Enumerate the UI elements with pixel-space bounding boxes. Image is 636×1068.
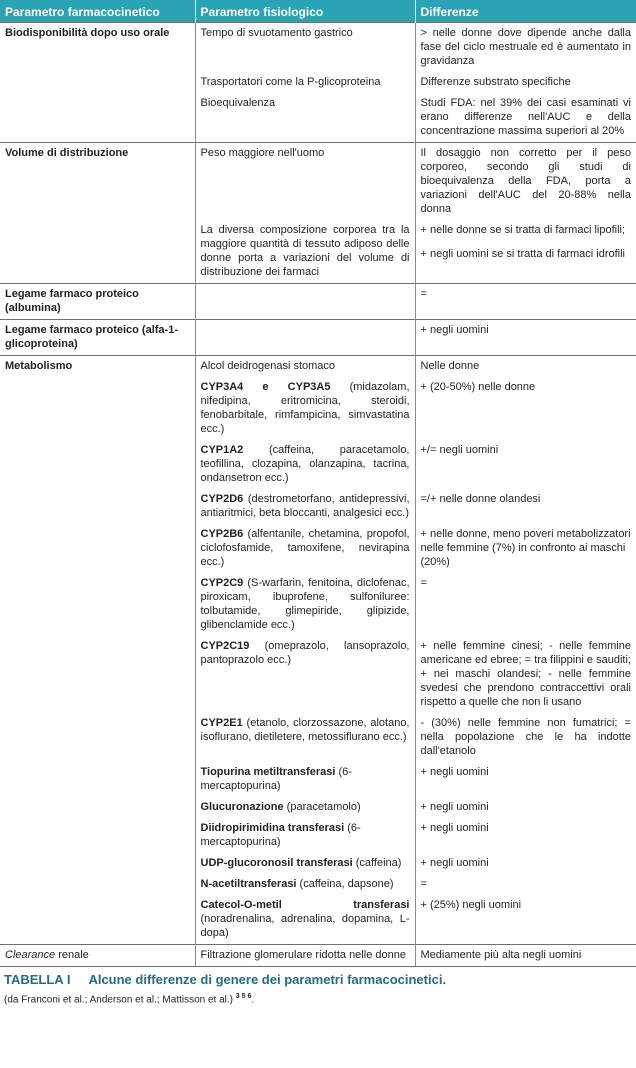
pk-parameter-cell: Volume di distribuzione [0,143,195,221]
physio-cell [195,874,415,895]
substrates: (S-warfarin, fenitoina, diclofenac, piroxicam, ibuprofene, sulfoniluree: tolbutamide, glimepiride, glipizide, glibenclamide ecc.) [200,577,410,631]
physio-cell [195,853,415,874]
difference-cell: + negli uomini [420,857,489,869]
enzyme-name: CYP2D6 [200,493,244,505]
table-row [0,72,636,93]
substrates: (omeprazolo, lansoprazolo, pantoprazolo ecc.) [200,640,410,666]
table-row [0,524,636,573]
substrates: (etanolo, clorzossazone, alotano, isoflurano, dietiletere, metossiflurano ecc.) [200,717,410,743]
difference-cell: + (25%) negli uomini [420,899,522,911]
pk-parameter-cell [0,573,195,636]
difference-cell: + negli uomini [420,822,489,834]
physio-cell: Bioequivalenza [195,93,415,143]
table-row [0,320,636,356]
pk-parameter-cell: Legame farmaco proteico (albumina) [0,284,195,320]
difference-cell: +/= negli uomini [420,444,499,456]
table-row [0,220,636,284]
enzyme-name: Diidropirimidina transferasi [200,822,345,834]
table-row [0,713,636,762]
physio-cell [195,284,415,320]
pk-parameter-cell: Metabolismo [0,356,195,378]
pk-parameter-cell: Biodisponibilità dopo uso orale [0,23,195,73]
substrates: (paracetamolo) [283,801,361,813]
difference-cell: + negli uomini [420,801,489,813]
enzyme-name: N-acetiltransferasi [200,878,297,890]
difference-cell: Studi FDA: nel 39% dei casi esaminati vi erano differenze nell'AUC e della concentrazione massima superiori al 20% [420,97,631,137]
substrates: (midazolam, nifedipina, eritromicina, steroidi, fenobarbitale, rimfampicina, simvastatina ecc.) [200,381,410,435]
header-row [0,0,636,23]
physio-cell [195,489,415,524]
header-pk-parameter: Parametro farmacocinetico [0,0,195,23]
difference-cell: = [420,577,427,589]
difference-cell: + nelle donne, meno poveri metabolizzatori nelle femmine (7%) in confronto ai maschi (20%) [420,528,631,568]
table-row [0,284,636,320]
header-differences: Differenze [415,0,636,23]
difference-text: + negli uomini se si tratta di farmaci idrofili [420,248,625,260]
table-row [0,489,636,524]
table-row [0,377,636,440]
difference-cell: + (20-50%) nelle donne [420,381,536,393]
physio-cell: Trasportatori come la P-glicoproteina [195,72,415,93]
difference-cell: = [420,878,427,890]
pk-parameter-cell [0,489,195,524]
table-row [0,93,636,143]
pk-parameter-cell [0,895,195,945]
table-row [0,853,636,874]
difference-cell: > nelle donne dove dipende anche dalla fase del ciclo mestruale ed è aumentato in gravidanza [415,23,636,73]
physio-cell: Alcol deidrogenasi stomaco [195,356,415,378]
table-row [0,356,636,378]
table-row [0,636,636,713]
pk-parameter-cell [0,945,195,967]
physio-cell: La diversa composizione corporea tra la maggiore quantità di tessuto adiposo delle donne porta a variazioni del volume di distribuzione dei farmaci [195,220,415,284]
substrates: (6-mercaptopurina) [200,822,361,848]
enzyme-name: Catecol-O-metil transferasi [200,899,410,911]
enzyme-name: CYP1A2 [200,444,244,456]
pk-parameter-cell [0,874,195,895]
difference-cell [415,220,636,284]
physio-cell [195,797,415,818]
table-row [0,895,636,945]
difference-cell: + negli uomini [420,766,489,778]
enzyme-name: CYP2B6 [200,528,244,540]
clearance-italic: Clearance [5,949,56,961]
pk-parameter-cell [0,72,195,93]
substrates: (noradrenalina, adrenalina, dopamina, L-dopa) [200,913,410,939]
pk-parameter-cell [0,377,195,440]
physio-cell [195,713,415,762]
difference-cell: - (30%) nelle femmine non fumatrici; = nella popolazione che le ha indotte dall'etanolo [420,717,631,757]
difference-cell: = [415,284,636,320]
physio-cell [195,818,415,853]
caption-ref-text: (da Franconi et al.; Anderson et al.; Mattisson et al.) [4,994,234,1006]
physio-cell [195,524,415,573]
pk-parameter-cell [0,853,195,874]
difference-cell: Mediamente più alta negli uomini [415,945,636,967]
caption-ref-end: . [251,994,255,1006]
substrates: (6-mercaptopurina) [200,766,352,792]
physio-cell [195,573,415,636]
difference-cell: Il dosaggio non corretto per il peso corporeo, secondo gli studi di bioequivalenza della FDA, porta a variazioni dell'AUC del 20-88% nella donna [415,143,636,221]
physio-cell [195,895,415,945]
difference-cell: Nelle donne [415,356,636,378]
table-row [0,818,636,853]
pk-parameter-cell [0,713,195,762]
table-row [0,23,636,73]
clearance-rest: renale [55,949,89,961]
caption-ref-sup: 3 5 6 [235,993,252,1000]
header-physiological-parameter: Parametro fisiologico [195,0,415,23]
substrates: (caffeina, dapsone) [296,878,394,890]
physio-cell: Tempo di svuotamento gastrico [195,23,415,73]
substrates: (caffeina, paracetamolo, teofillina, clozapina, olanzapina, tacrina, ondansetron ecc.) [200,444,410,484]
pk-parameter-cell [0,524,195,573]
pk-parameter-cell [0,818,195,853]
table-row [0,573,636,636]
substrates: (alfentanile, chetamina, propofol, ciclofosfamide, tamoxifene, nevirapina ecc.) [200,528,410,568]
enzyme-name: CYP2E1 [200,717,243,729]
substrates: (destrometorfano, antidepressivi, antiaritmici, beta bloccanti, analgesici ecc.) [200,493,410,519]
enzyme-name: CYP2C9 [200,577,244,589]
caption-reference [4,990,636,1007]
caption-label: TABELLA I [4,972,71,987]
pk-parameter-cell [0,797,195,818]
difference-cell: Differenze substrato specifiche [420,76,571,88]
pk-parameter-cell [0,440,195,489]
physio-cell: Peso maggiore nell'uomo [195,143,415,221]
pk-parameter-cell [0,636,195,713]
table-row [0,440,636,489]
table-row [0,874,636,895]
enzyme-name: Glucuronazione [200,801,284,813]
difference-cell: =/+ nelle donne olandesi [420,493,541,505]
pk-parameter-cell [0,220,195,284]
substrates: (caffeina) [352,857,402,869]
table-row [0,762,636,797]
table-row [0,143,636,221]
caption-title: Alcune differenze di genere dei parametri farmacocinetici. [88,972,447,987]
enzyme-name: Tiopurina metiltransferasi [200,766,336,778]
physio-cell [195,636,415,713]
physio-cell [195,762,415,797]
physio-cell [195,320,415,356]
pk-parameter-cell [0,762,195,797]
table-caption [4,973,636,1007]
table-row [0,797,636,818]
physio-cell [195,440,415,489]
difference-cell: + nelle femmine cinesi; - nelle femmine americane ed ebree; = tra filippini e sauditi; + nei maschi olandesi; - nelle femmine svedesi che prendono contraccettivi orali rispetto a quelle che non li usano [420,640,631,708]
difference-text: + nelle donne se si tratta di farmaci lipofili; [420,224,626,236]
physio-cell [195,377,415,440]
enzyme-name: CYP2C19 [200,640,250,652]
difference-cell: + negli uomini [415,320,636,356]
enzyme-name: UDP-glucoronosil transferasi [200,857,353,869]
enzyme-name: CYP3A4 e CYP3A5 [200,381,331,393]
table-row [0,945,636,967]
pk-parameter-cell: Legame farmaco proteico (alfa-1-glicoproteina) [0,320,195,356]
pk-parameter-cell [0,93,195,143]
physio-cell: Filtrazione glomerulare ridotta nelle donne [195,945,415,967]
